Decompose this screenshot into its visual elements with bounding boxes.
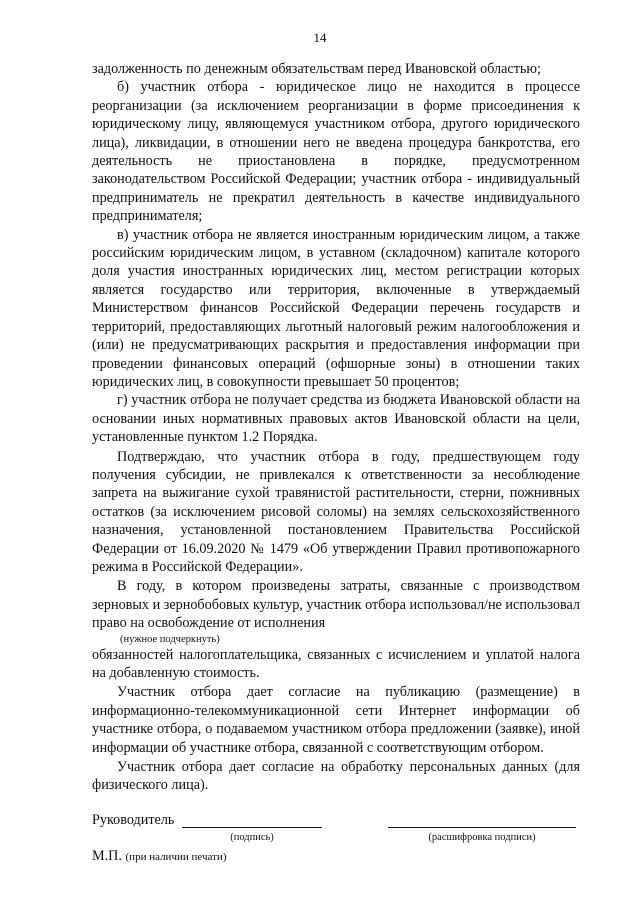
paragraph-publication-consent: Участник отбора дает согласие на публикацию (размещение) в информационно-телекоммуникационной сети Интернет информации об участнике отбора, о подаваемом участником отбора предложении (заявке), иной информации об участнике отбора, связанной с соответствующим отбором.	[92, 684, 580, 756]
paragraph-g: г) участник отбора не получает средства из бюджета Ивановской области на основании иных нормативных правовых актов Ивановской области на цели, установленные пунктом 1.2 Порядка.	[92, 392, 580, 446]
paragraph-vat-right: В году, в котором произведены затраты, связанные с производством зерновых и зернобобовых культур, участник отбора использовал/не использовал право на освобождение от исполнения	[92, 578, 580, 632]
stamp-place	[92, 848, 226, 865]
signature-line	[182, 827, 322, 828]
underline-note: (нужное подчеркнуть)	[120, 633, 220, 645]
stamp-label: М.П.	[92, 848, 122, 864]
signature-decode-caption: (расшифровка подписи)	[428, 832, 536, 843]
paragraph-b: б) участник отбора - юридическое лицо не находится в процессе реорганизации (за исключением реорганизации в форме присоединения к юридическому лицу, являющемуся участником отбора, другого юридического лица), ликвидации, в отношении него не введена процедура банкротства, его деятельность не приостановлена в порядке, предусмотренном законодательством Российской Федерации; участник отбора - индивидуальный предприниматель не прекратил деятельность в качестве индивидуального предпринимателя;	[92, 79, 580, 225]
signature-caption: (подпись)	[230, 832, 274, 843]
signature-decode-line	[388, 827, 576, 828]
signature-block	[92, 812, 592, 864]
paragraph-debt: задолженность по денежным обязательствам перед Ивановской областью;	[92, 61, 541, 77]
page-number: 14	[313, 30, 327, 45]
paragraph-v: в) участник отбора не является иностранным юридическим лицом, а также российским юридическим лицом, в уставном (складочном) капитале которого доля участия иностранных юридических лиц, местом регистрации которых является государство или территория, включенные в утверждаемый Министерством финансов Российской Федерации перечень государств и территорий, предоставляющих льготный налоговый режим налогообложения и (или) не предусматривающих раскрытия и предоставления информации при проведении финансовых операций (офшорные зоны) в отношении таких юридических лиц, в совокупности превышает 50 процентов;	[92, 226, 580, 390]
stamp-note: (при наличии печати)	[125, 851, 227, 863]
paragraph-personal-data-consent: Участник отбора дает согласие на обработку персональных данных (для физического лица).	[92, 759, 580, 794]
paragraph-vat-duties: обязанностей налогоплательщика, связанных с исчислением и уплатой налога на добавленную стоимость.	[92, 646, 580, 681]
document-body	[92, 60, 580, 795]
paragraph-confirm: Подтверждаю, что участник отбора в году, предшествующем году получения субсидии, не привлекался к ответственности за несоблюдение запрета на выжигание сухой травянистой растительности, стерни, пожнивных остатков (за исключением рисовой соломы) на землях сельскохозяйственного назначения, установленной постановлением Правительства Российской Федерации от 16.09.2020 № 1479 «Об утверждении Правил противопожарного режима в Российской Федерации».	[92, 448, 580, 575]
signature-label: Руководитель	[92, 812, 175, 828]
